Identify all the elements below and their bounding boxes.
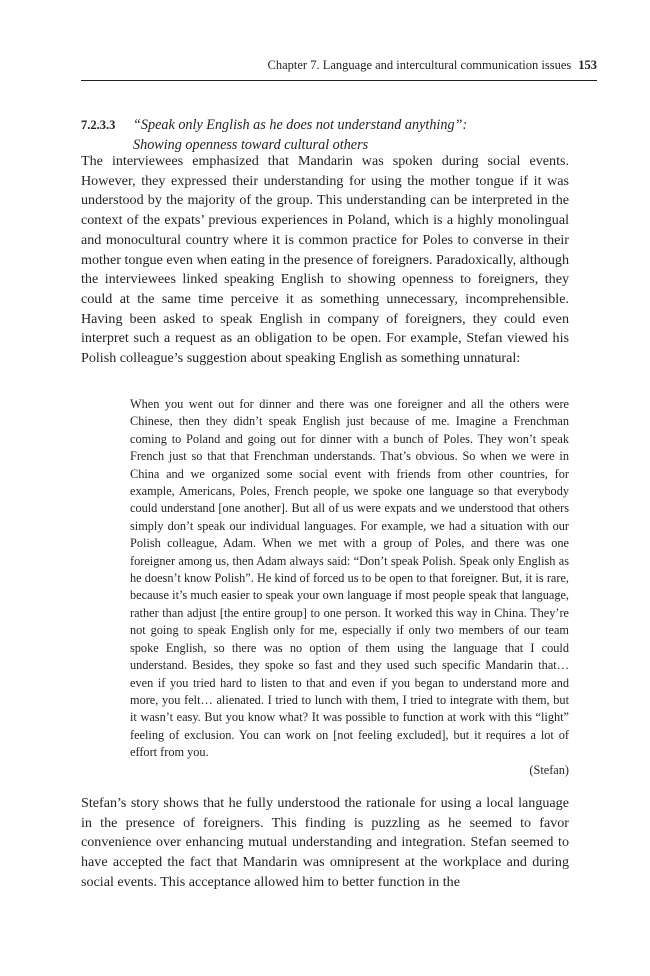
- section-title-line2: Showing openness toward cultural others: [133, 136, 369, 153]
- section-number: 7.2.3.3: [81, 118, 116, 132]
- running-title: Chapter 7. Language and intercultural communication issues: [267, 58, 572, 72]
- section-title-line1: “Speak only English as he does not understand anything”:: [133, 117, 468, 133]
- body-paragraph-1: The interviewees emphasized that Mandarin was spoken during social events. However, they expressed their understanding for using the mother tongue if it was understood by the majority of the group. This understanding can be interpreted in the context of the expats’ previous experiences in Poland, which is a highly monolingual and monocultural country where it is common practice for Poles to converse in their mother tongue even when eating in the presence of foreigners. Paradoxically, although the interviewees linked speaking English to showing openness to foreigners, they could at the same time perceive it as something unnecessary, incomprehensible. Having been asked to speak English in company of foreigners, they could even interpret such a request as an obligation to be open. For example, Stefan viewed his Polish colleague’s suggestion about speaking English as something unnatural:: [81, 153, 569, 367]
- interview-quote: [130, 396, 569, 779]
- running-head: [81, 58, 597, 73]
- section-heading: [81, 116, 581, 156]
- header-rule: [81, 80, 597, 81]
- quote-attribution: (Stefan): [529, 762, 569, 777]
- body-paragraph-2: Stefan’s story shows that he fully understood the rationale for using a local language in the presence of foreigners. This finding is puzzling as he seemed to favor convenience over enhancing mutual understanding and integration. Stefan seemed to have accepted the fact that Mandarin was omnipresent at the workplace and during social events. This acceptance allowed him to better function in the: [81, 795, 569, 890]
- quote-text: When you went out for dinner and there was one foreigner and all the others were Chinese, then they didn’t speak English just because of me. Imagine a Frenchman coming to Poland and going out for dinner with a bunch of Poles. They won’t speak French just so that that Frenchman understands. That’s obvious. So when we were in China and we organized some social event with friends from other countries, for example, Americans, Poles, French people, we spoke one language so that everybody could understand [one another]. But all of us were expats and we understood that others simply don’t speak our individual languages. For example, we had a situation with our Polish colleague, Adam. When we met with a group of Poles, and there was one foreigner among us, then Adam always said: “Don’t speak Polish. Speak only English as he doesn’t know Polish”. He kind of forced us to be open to that foreigner. But, it is rare, because it’s much easier to speak your own language if most people speak that language, rather than adjust [the entire group] to one person. It worked this way in China. They’re not going to speak English only for me, especially if only two members of our team spoke English, so there was no option of them using the language that I could understand. Besides, they spoke so fast and they used such specific Mandarin that… even if you tried hard to listen to that and even if you began to understand more and more, you felt… alienated. I tried to lunch with them, I tried to integrate with them, but it wasn’t easy. But you know what? It was possible to function at work with this “light” feeling of exclusion. You can work on [not feeling excluded], but it requires a lot of effort from you.: [130, 397, 569, 760]
- page-number: 153: [578, 58, 597, 72]
